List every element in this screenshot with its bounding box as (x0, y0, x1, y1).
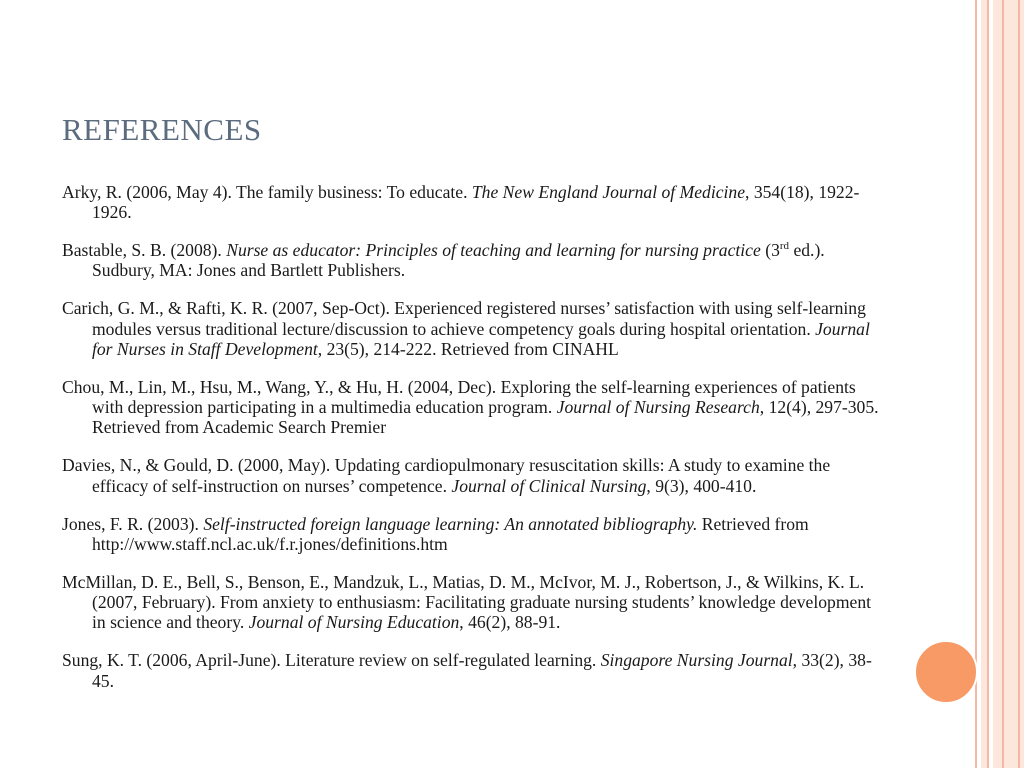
reference-journal: The New England Journal of Medicine (471, 182, 746, 202)
reference-text: Davies, N., & Gould, D. (2000, May). Updating cardiopulmonary resuscitation skills: A study to examine the efficacy of self-instruction on nurses’ competence. (62, 455, 831, 496)
decorative-stripe (1004, 0, 1018, 768)
reference-bastable (62, 240, 882, 281)
decorative-stripe (987, 0, 989, 768)
reference-details: , 33(2), 38-45. (92, 650, 872, 691)
reference-journal: Journal of Clinical Nursing (451, 475, 647, 496)
reference-text: Arky, R. (2006, May 4). The family business: To educate. (62, 182, 472, 202)
decorative-stripe (1020, 0, 1024, 768)
reference-davies (62, 455, 882, 496)
accent-circle-icon (914, 640, 978, 704)
reference-details: , 23(5), 214-222. Retrieved from CINAHL (317, 338, 619, 359)
reference-arky (62, 182, 882, 223)
reference-details: , 354(18), 1922-1926. (92, 182, 860, 223)
reference-mcmillan (62, 572, 882, 633)
decorative-stripe (993, 0, 1002, 768)
reference-jones (62, 514, 882, 555)
reference-text: Carich, G. M., & Rafti, K. R. (2007, Sep-Oct). Experienced registered nurses’ satisfaction with using self-learning modules versus traditional lecture/discussion to achieve competency goals during hospital orientation. (62, 298, 866, 339)
reference-list (62, 182, 882, 700)
reference-journal: Singapore Nursing Journal (600, 650, 793, 671)
ordinal-suffix: rd (779, 240, 790, 253)
reference-text: Chou, M., Lin, M., Hsu, M., Wang, Y., & Hu, H. (2004, Dec). Exploring the self-learning experiences of patients with depression participating in a multimedia education program. (62, 376, 856, 418)
reference-details: , 46(2), 88-91. (459, 612, 561, 633)
reference-details: (3 (760, 240, 780, 261)
reference-text: McMillan, D. E., Bell, S., Benson, E., Mandzuk, L., Matias, D. M., McIvor, M. J., Robertson, J., & Wilkins, K. L. (2007, February). From anxiety to enthusiasm: Facilitating graduate nursing students’ knowledge development in science and theory. (62, 571, 872, 633)
reference-text: Sung, K. T. (2006, April-June). Literature review on self-regulated learning. (62, 650, 601, 671)
slide-title: REFERENCES (62, 112, 262, 147)
decorative-stripe (975, 0, 977, 768)
reference-details: , 9(3), 400-410. (646, 475, 757, 496)
reference-journal: Journal of Nursing Research (556, 397, 760, 418)
reference-sung (62, 650, 882, 691)
reference-details: ed.). Sudbury, MA: Jones and Bartlett Publishers. (92, 240, 825, 281)
reference-book-title: Self-instructed foreign language learning: An annotated bibliography. (203, 513, 698, 534)
reference-details: , 12(4), 297-305. Retrieved from Academic Search Premier (92, 397, 879, 438)
reference-book-title: Nurse as educator: Principles of teaching and learning for nursing practice (226, 240, 761, 261)
reference-details: Retrieved from http://www.staff.ncl.ac.uk/f.r.jones/definitions.htm (92, 513, 809, 554)
reference-text: Bastable, S. B. (2008). (62, 240, 227, 261)
reference-chou (62, 377, 882, 438)
reference-journal: Journal for Nurses in Staff Development (92, 318, 870, 359)
reference-journal: Journal of Nursing Education (248, 612, 460, 633)
reference-carich (62, 298, 882, 359)
reference-text: Jones, F. R. (2003). (62, 513, 204, 534)
